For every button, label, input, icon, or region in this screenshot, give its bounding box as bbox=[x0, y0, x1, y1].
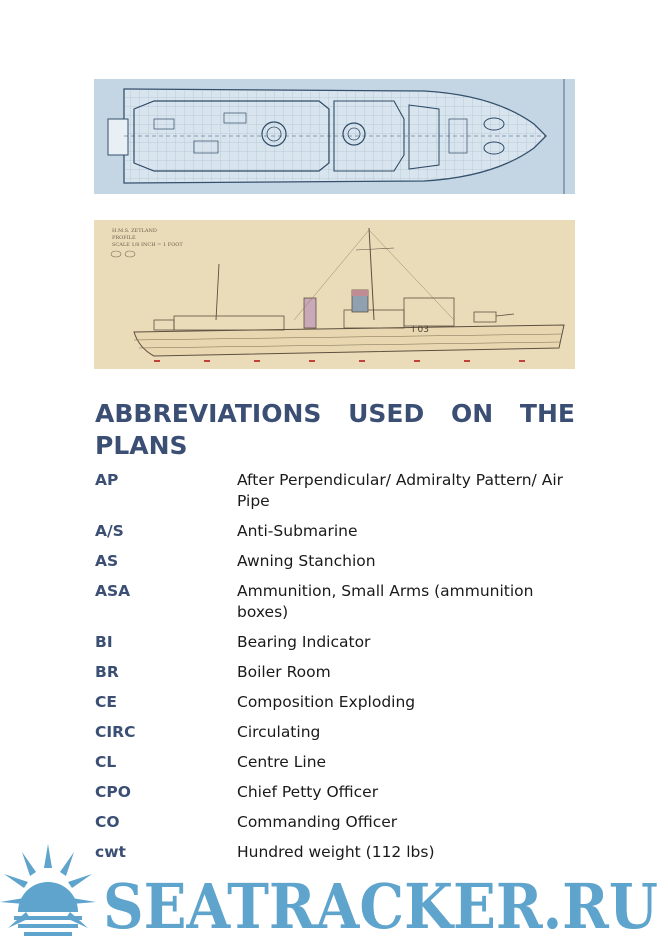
list-item bbox=[95, 521, 575, 542]
list-item bbox=[95, 662, 575, 683]
definition: Chief Petty Officer bbox=[237, 783, 379, 801]
watermark-text: SEATRACKER.RU bbox=[103, 870, 658, 943]
definition: Hundred weight (112 lbs) bbox=[237, 843, 435, 861]
definition: Circulating bbox=[237, 723, 321, 741]
abbreviation: CE bbox=[95, 693, 117, 711]
abbreviation: A/S bbox=[95, 522, 124, 540]
sun-logo-icon bbox=[0, 844, 96, 936]
list-item bbox=[95, 782, 575, 803]
list-item bbox=[95, 752, 575, 773]
list-item bbox=[95, 722, 575, 743]
list-item bbox=[95, 692, 575, 713]
abbreviation: CPO bbox=[95, 783, 131, 801]
abbreviation: cwt bbox=[95, 843, 126, 861]
abbreviations-list bbox=[95, 470, 575, 872]
abbreviation: CIRC bbox=[95, 723, 136, 741]
pennant-number: I 03 bbox=[412, 325, 429, 335]
profile-plan-image bbox=[94, 220, 575, 369]
abbreviation: AP bbox=[95, 471, 119, 489]
seatracker-watermark bbox=[0, 840, 668, 944]
definition: Commanding Officer bbox=[237, 813, 398, 831]
definition: Bearing Indicator bbox=[237, 633, 371, 651]
list-item bbox=[95, 581, 575, 623]
abbreviation: BR bbox=[95, 663, 119, 681]
definition: Awning Stanchion bbox=[237, 552, 376, 570]
deck-plan-image bbox=[94, 79, 575, 194]
definition: After Perpendicular/ Admiralty Pattern/ Air Pipe bbox=[237, 471, 563, 510]
section-heading: ABBREVIATIONS USED ON THE PLANS bbox=[95, 399, 575, 460]
definition: Boiler Room bbox=[237, 663, 331, 681]
svg-text:SCALE 1/8 INCH = 1 FOOT: SCALE 1/8 INCH = 1 FOOT bbox=[112, 242, 183, 248]
list-item bbox=[95, 632, 575, 653]
svg-text:PROFILE: PROFILE bbox=[112, 235, 136, 241]
abbreviation: CO bbox=[95, 813, 120, 831]
definition: Composition Exploding bbox=[237, 693, 416, 711]
list-item bbox=[95, 551, 575, 572]
definition: Ammunition, Small Arms (ammunition boxes) bbox=[237, 582, 534, 621]
abbreviation: ASA bbox=[95, 582, 131, 600]
list-item bbox=[95, 470, 575, 512]
definition: Centre Line bbox=[237, 753, 327, 771]
abbreviation: CL bbox=[95, 753, 117, 771]
abbreviation: BI bbox=[95, 633, 113, 651]
definition: Anti-Submarine bbox=[237, 522, 358, 540]
svg-text:H.M.S. ZETLAND: H.M.S. ZETLAND bbox=[112, 228, 157, 234]
list-item bbox=[95, 812, 575, 833]
abbreviation: AS bbox=[95, 552, 119, 570]
